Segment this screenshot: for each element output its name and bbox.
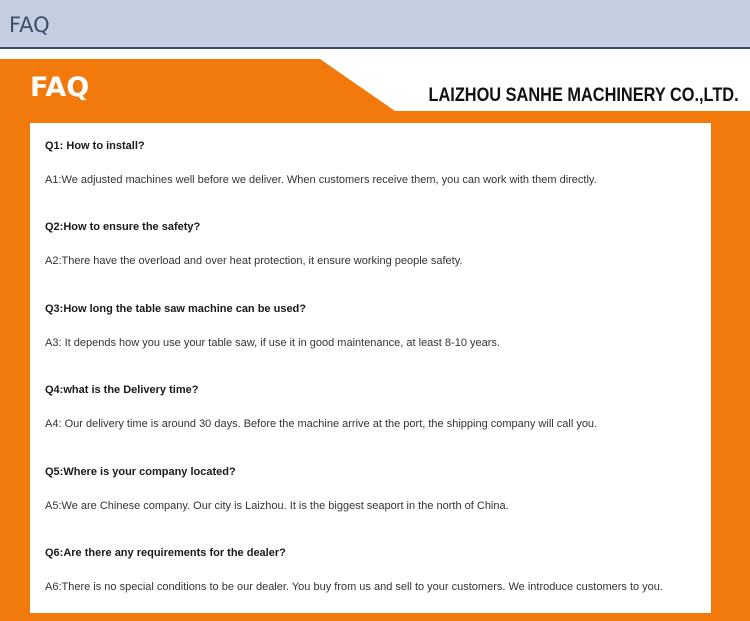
page-header — [0, 0, 750, 49]
faq-answer-4: A4: Our delivery time is around 30 days. Before the machine arrive at the port, the shipping company will call you. — [45, 418, 598, 430]
faq-answer-6: A6:There is no special conditions to be our dealer. You buy from us and sell to your customers. We introduce customers to you. — [45, 581, 663, 593]
faq-card — [30, 123, 711, 613]
faq-question-3: Q3:How long the table saw machine can be used? — [45, 303, 306, 315]
faq-answer-2: A2:There have the overload and over heat protection, it ensure working people safety. — [45, 255, 463, 267]
page-title: FAQ — [9, 13, 50, 37]
faq-question-4: Q4:what is the Delivery time? — [45, 384, 199, 396]
faq-question-5: Q5:Where is your company located? — [45, 466, 236, 478]
company-name: LAIZHOU SANHE MACHINERY CO.,LTD. — [428, 85, 739, 106]
faq-answer-5: A5:We are Chinese company. Our city is Laizhou. It is the biggest seaport in the north of China. — [45, 500, 509, 512]
faq-question-1: Q1: How to install? — [45, 140, 145, 152]
faq-question-6: Q6:Are there any requirements for the dealer? — [45, 547, 286, 559]
faq-question-2: Q2:How to ensure the safety? — [45, 221, 201, 233]
faq-answer-1: A1:We adjusted machines well before we deliver. When customers receive them, you can work with them directly. — [45, 174, 597, 186]
faq-answer-3: A3: It depends how you use your table saw, if use it in good maintenance, at least 8-10 years. — [45, 337, 500, 349]
faq-tab-label: FAQ — [30, 72, 90, 103]
